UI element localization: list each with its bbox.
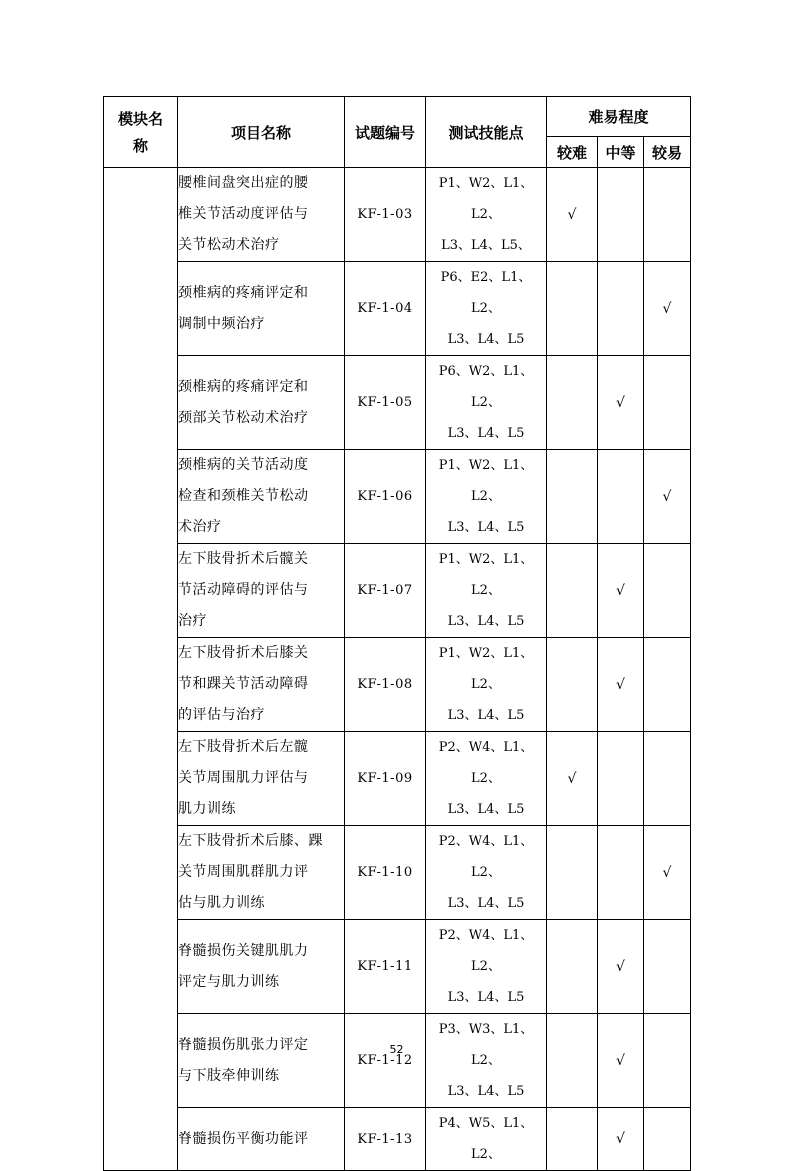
test-skills-line: P2、W4、L1、L2、 xyxy=(438,834,534,880)
difficulty-easy-cell xyxy=(644,1108,691,1171)
test-skills-line: P2、W4、L1、L2、 xyxy=(438,740,534,786)
page-number: 52 xyxy=(389,1043,404,1056)
difficulty-easy-cell xyxy=(644,450,691,544)
table-row xyxy=(104,638,691,732)
project-name-cell xyxy=(178,732,345,826)
question-code-cell: KF-1-04 xyxy=(345,262,426,356)
check-mark: √ xyxy=(662,864,672,881)
difficulty-medium-cell xyxy=(598,1108,644,1171)
test-skills-cell xyxy=(426,638,547,732)
project-name-line: 评定与肌力训练 xyxy=(178,973,280,990)
difficulty-hard-cell xyxy=(547,638,598,732)
test-skills-cell xyxy=(426,826,547,920)
project-name-line: 术治疗 xyxy=(178,519,222,535)
project-name-line: 节和踝关节活动障碍 xyxy=(178,676,309,692)
difficulty-medium-cell xyxy=(598,262,644,356)
project-name-line: 左下肢骨折术后膝、踝 xyxy=(178,833,323,849)
project-name-line: 左下肢骨折术后左髋 xyxy=(178,739,309,755)
difficulty-hard-cell xyxy=(547,450,598,544)
difficulty-easy-cell xyxy=(644,168,691,262)
test-skills-cell xyxy=(426,262,547,356)
difficulty-easy-cell xyxy=(644,262,691,356)
difficulty-medium-cell xyxy=(598,638,644,732)
difficulty-hard-cell xyxy=(547,262,598,356)
project-name-cell xyxy=(178,168,345,262)
difficulty-medium-cell xyxy=(598,450,644,544)
question-code-cell: KF-1-10 xyxy=(345,826,426,920)
test-skills-cell xyxy=(426,356,547,450)
test-skills-line: L3、L4、L5 xyxy=(447,426,525,441)
table-row xyxy=(104,1014,691,1108)
difficulty-hard-cell xyxy=(547,1108,598,1171)
question-code-cell: KF-1-05 xyxy=(345,356,426,450)
difficulty-easy-cell xyxy=(644,920,691,1014)
test-skills-line: L3、L4、L5 xyxy=(447,332,525,347)
table-row xyxy=(104,826,691,920)
difficulty-easy-cell xyxy=(644,638,691,732)
project-name-cell xyxy=(178,544,345,638)
project-name-line: 的评估与治疗 xyxy=(178,707,265,723)
project-name-cell xyxy=(178,450,345,544)
test-skills-line: P4、W5、L1、L2、 xyxy=(438,1116,534,1162)
difficulty-medium-cell xyxy=(598,356,644,450)
project-name-line: 颈椎病的疼痛评定和 xyxy=(178,284,309,301)
project-name-line: 肌力训练 xyxy=(178,801,236,817)
difficulty-medium-cell xyxy=(598,826,644,920)
project-name-line: 估与肌力训练 xyxy=(178,895,265,911)
test-skills-cell xyxy=(426,920,547,1014)
check-mark: √ xyxy=(616,394,625,411)
header-difficulty: 难易程度 xyxy=(547,97,691,137)
header-project-name: 项目名称 xyxy=(178,97,345,168)
header-easy: 较易 xyxy=(644,137,691,168)
test-skills-line: L3、L4、L5 xyxy=(447,614,525,629)
question-code-cell: KF-1-11 xyxy=(345,920,426,1014)
test-skills-line: P3、W3、L1、L2、 xyxy=(438,1022,534,1068)
project-name-line: 颈椎病的关节活动度 xyxy=(178,457,309,473)
difficulty-hard-cell xyxy=(547,1014,598,1108)
check-mark: √ xyxy=(662,488,672,505)
check-mark: √ xyxy=(616,1131,625,1147)
header-hard: 较难 xyxy=(547,137,598,168)
module-cell xyxy=(104,168,178,1171)
check-mark: √ xyxy=(616,958,625,975)
question-code-cell: KF-1-06 xyxy=(345,450,426,544)
project-name-line: 颈椎病的疼痛评定和 xyxy=(178,378,309,395)
difficulty-hard-cell xyxy=(547,356,598,450)
test-skills-cell xyxy=(426,732,547,826)
test-skills-cell xyxy=(426,168,547,262)
project-name-line: 腰椎间盘突出症的腰 xyxy=(178,175,309,191)
test-skills-line: P2、W4、L1、L2、 xyxy=(438,928,534,974)
project-name-cell xyxy=(178,1108,345,1171)
difficulty-easy-cell xyxy=(644,732,691,826)
skills-table xyxy=(103,96,691,1171)
test-skills-cell xyxy=(426,544,547,638)
difficulty-easy-cell xyxy=(644,356,691,450)
difficulty-medium-cell xyxy=(598,920,644,1014)
test-skills-line: L3、L4、L5 xyxy=(447,1084,525,1099)
project-name-line: 检查和颈椎关节松动 xyxy=(178,488,309,504)
project-name-line: 关节周围肌群肌力评 xyxy=(178,864,309,880)
project-name-line: 关节松动术治疗 xyxy=(178,237,280,253)
test-skills-line: P1、W2、L1、L2、 xyxy=(438,552,534,598)
header-medium: 中等 xyxy=(598,137,644,168)
project-name-line: 椎关节活动度评估与 xyxy=(178,206,309,222)
project-name-line: 脊髓损伤关键肌肌力 xyxy=(178,942,309,959)
test-skills-line: P6、W2、L1、L2、 xyxy=(438,364,534,410)
difficulty-easy-cell xyxy=(644,544,691,638)
difficulty-easy-cell xyxy=(644,826,691,920)
check-mark: √ xyxy=(616,676,625,693)
test-skills-cell xyxy=(426,1108,547,1171)
table-body xyxy=(104,168,691,1171)
header-question-code: 试题编号 xyxy=(345,97,426,168)
test-skills-line: L3、L4、L5 xyxy=(447,802,525,817)
question-code-cell: KF-1-12 xyxy=(345,1014,426,1108)
check-mark: √ xyxy=(567,770,577,787)
check-mark: √ xyxy=(567,206,577,223)
difficulty-hard-cell xyxy=(547,920,598,1014)
project-name-line: 左下肢骨折术后膝关 xyxy=(178,645,309,661)
difficulty-hard-cell xyxy=(547,732,598,826)
test-skills-line: P6、E2、L1、L2、 xyxy=(440,270,532,316)
test-skills-cell xyxy=(426,450,547,544)
project-name-cell xyxy=(178,638,345,732)
project-name-cell xyxy=(178,356,345,450)
question-code-cell: KF-1-08 xyxy=(345,638,426,732)
difficulty-hard-cell xyxy=(547,168,598,262)
project-name-line: 关节周围肌力评估与 xyxy=(178,770,309,786)
table-row xyxy=(104,450,691,544)
project-name-cell xyxy=(178,262,345,356)
test-skills-line: L3、L4、L5、 xyxy=(441,238,531,253)
test-skills-line: L3、L4、L5 xyxy=(447,708,525,723)
table-row xyxy=(104,732,691,826)
project-name-cell xyxy=(178,920,345,1014)
project-name-cell xyxy=(178,826,345,920)
test-skills-line: L3、L4、L5 xyxy=(447,896,525,911)
header-test-skills: 测试技能点 xyxy=(426,97,547,168)
question-code-cell: KF-1-13 xyxy=(345,1108,426,1171)
project-name-line: 颈部关节松动术治疗 xyxy=(178,409,309,426)
test-skills-line: P1、W2、L1、L2、 xyxy=(438,176,534,222)
test-skills-line: L3、L4、L5 xyxy=(447,520,525,535)
difficulty-hard-cell xyxy=(547,544,598,638)
table-row xyxy=(104,920,691,1014)
test-skills-line: P1、W2、L1、L2、 xyxy=(438,458,534,504)
project-name-line: 左下肢骨折术后髋关 xyxy=(178,551,309,567)
table-row xyxy=(104,262,691,356)
header-module: 模块名 称 xyxy=(104,97,178,168)
difficulty-medium-cell xyxy=(598,544,644,638)
test-skills-line: P1、W2、L1、L2、 xyxy=(438,646,534,692)
project-name-line: 脊髓损伤肌张力评定 xyxy=(178,1036,309,1053)
table-row xyxy=(104,356,691,450)
check-mark: √ xyxy=(616,582,625,599)
table-row xyxy=(104,544,691,638)
question-code-cell: KF-1-07 xyxy=(345,544,426,638)
project-name-line: 脊髓损伤平衡功能评 xyxy=(178,1130,309,1147)
test-skills-cell xyxy=(426,1014,547,1108)
difficulty-medium-cell xyxy=(598,1014,644,1108)
difficulty-hard-cell xyxy=(547,826,598,920)
difficulty-medium-cell xyxy=(598,732,644,826)
table-row xyxy=(104,168,691,262)
question-code-cell: KF-1-09 xyxy=(345,732,426,826)
difficulty-easy-cell xyxy=(644,1014,691,1108)
project-name-cell xyxy=(178,1014,345,1108)
check-mark: √ xyxy=(662,300,672,317)
project-name-line: 与下肢牵伸训练 xyxy=(178,1067,280,1084)
table-row xyxy=(104,1108,691,1171)
project-name-line: 节活动障碍的评估与 xyxy=(178,582,309,598)
check-mark: √ xyxy=(616,1052,625,1069)
difficulty-medium-cell xyxy=(598,168,644,262)
question-code-cell: KF-1-03 xyxy=(345,168,426,262)
test-skills-line: L3、L4、L5 xyxy=(447,990,525,1005)
project-name-line: 治疗 xyxy=(178,613,207,629)
project-name-line: 调制中频治疗 xyxy=(178,315,265,332)
